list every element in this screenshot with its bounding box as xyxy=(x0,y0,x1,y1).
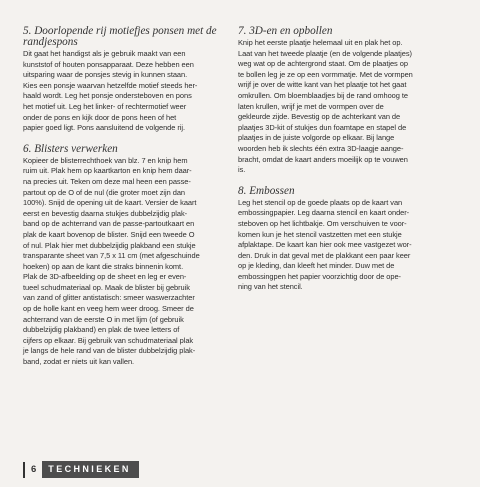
section-7-body xyxy=(238,38,458,176)
text-line: steboven op het lichtbakje. Om verschuiven te voor- xyxy=(238,218,407,228)
section-6-body xyxy=(23,156,236,368)
text-line: band op de achterrand van de passe-partoutkaart en xyxy=(23,219,195,229)
text-line: embossingpen het papier voorzichtig door de ope- xyxy=(238,271,401,281)
text-line: dubbelzijdig plakband) en plak de twee letters of xyxy=(23,325,180,335)
text-line: Dit gaat het handigst als je gebruik maakt van een xyxy=(23,49,186,58)
section-7 xyxy=(238,26,458,176)
text-line: band, zodat er niets uit kan vallen. xyxy=(23,357,135,367)
text-line: Plak de 3D-afbeelding op de sheet en leg er even- xyxy=(23,272,187,282)
text-line: embossingpapier. Leg daarna stencil en kaart onder- xyxy=(238,208,410,218)
section-5-body xyxy=(23,49,236,134)
text-line: laten krullen, wrijf je met de vormpen over de xyxy=(238,101,384,111)
section-5-title-line: 5. Doorlopende rij motiefjes ponsen met de xyxy=(23,25,217,37)
text-line: partout op de O of de nul (die groter moet zijn dan xyxy=(23,187,186,197)
text-line: haald wordt. Leg het ponsje ondersteboven en pons xyxy=(23,91,192,101)
text-line: Leg het stencil op de goede plaats op de kaart van xyxy=(238,197,403,207)
text-line: kunststof of houten ponsapparaat. Deze hebben een xyxy=(23,59,194,69)
page-number: 6 xyxy=(31,464,37,475)
right-column xyxy=(238,26,458,299)
text-line: hoeken) op aan de kant die straks binnenin komt. xyxy=(23,261,184,271)
text-line: Knip het eerste plaatje helemaal uit en plak het op. xyxy=(238,38,403,47)
section-6 xyxy=(23,144,236,368)
text-line: onder de pons en kijk door de pons heen of het xyxy=(23,112,177,122)
footer-divider xyxy=(23,462,25,478)
text-line: den. Druk in dat geval met de plakkant een paar keer xyxy=(238,250,411,260)
text-line: plak de kaart bovenop de blister. Snijd een tweede O xyxy=(23,229,195,239)
text-line: je langs de hele rand van de blister dubbelzijdig plak- xyxy=(23,346,196,356)
section-6-title: 6. Blisters verwerken xyxy=(23,142,118,155)
text-line: te bollen leg je ze op een vormmatje. Met de vormpen xyxy=(238,69,413,79)
text-line: ruim uit. Plak hem op kaartkarton en knip hem daar- xyxy=(23,166,192,176)
text-line: van zand of glitter antistatisch: smeer waswerzachter xyxy=(23,293,195,303)
section-5 xyxy=(23,26,236,134)
text-line: is. xyxy=(238,165,246,175)
text-line: cijfers op elkaar. Bij gebruik van schudmateriaal plak xyxy=(23,335,194,345)
text-line: op de holle kant en veeg hem weer droog. Smeer de xyxy=(23,304,194,314)
page-footer xyxy=(23,461,139,478)
text-line: plaatjes 3D-kit of stukjes dun foamtape en stapel de xyxy=(238,122,407,132)
text-line: ning van het stencil. xyxy=(238,282,303,292)
text-line: transparante sheet van 7,5 x 11 cm (met afgeschuinde xyxy=(23,251,200,261)
text-line: uitsparing waar de ponsjes stevig in kunnen staan. xyxy=(23,70,188,80)
text-line: Kies een ponsje waarvan hetzelfde motief steeds her- xyxy=(23,80,198,90)
text-line: bracht, omdat de kaart anders moeilijk op te vouwen xyxy=(238,154,408,164)
text-line: papier goed ligt. Pons aansluitend de volgende rij. xyxy=(23,123,186,133)
text-line: Kopieer de blisterrechthoek van blz. 7 en knip hem xyxy=(23,155,188,165)
section-label: TECHNIEKEN xyxy=(42,461,139,478)
section-8-title: 8. Embossen xyxy=(238,184,295,197)
section-7-title: 7. 3D-en en opbollen xyxy=(238,25,333,37)
text-line: Laat van het tweede plaatje (en de volgende plaatjes) xyxy=(238,48,412,58)
left-column xyxy=(23,26,236,374)
text-line: achterrand van de eerste O in met lijm (of gebruik xyxy=(23,314,184,324)
text-line: wrijf je over de witte kant van het plaatje tot het gaat xyxy=(238,80,407,90)
text-line: komen kun je het stencil vastzetten met een stukje xyxy=(238,229,402,239)
section-5-title xyxy=(23,26,236,48)
text-line: na precies uit. Teken om deze mal heen een passe- xyxy=(23,176,191,186)
text-line: woorden heb ik slechts één extra 3D-laagje aange- xyxy=(238,143,404,153)
text-line: tueel schudmateriaal op. Maak de blister bij gebruik xyxy=(23,282,190,292)
text-line: weg wat op de achtergrond staat. Om de plaatjes op xyxy=(238,59,408,69)
text-line: of nul. Plak hier met dubbelzijdig plakband een stukje xyxy=(23,240,196,250)
text-line: 100%). Snijd de opening uit de kaart. Versier de kaart xyxy=(23,198,197,208)
section-5-title-line: randjespons xyxy=(23,36,78,48)
text-line: plaatjes in de juiste volgorde op elkaar. Bij lange xyxy=(238,133,395,143)
text-line: op je kleding, dan kleeft het minder. Duw met de xyxy=(238,261,395,271)
text-line: eerst en bevestig daarna stukjes dubbelzijdig plak- xyxy=(23,208,188,218)
text-line: het motief uit. Leg het linker- of rechtermotief weer xyxy=(23,101,187,111)
text-line: omkrullen. Om bloemblaadjes bij de rand omhoog te xyxy=(238,90,408,100)
section-8 xyxy=(238,186,458,293)
text-line: gekleurde zijde. Bevestig op de achterkant van de xyxy=(238,112,401,122)
text-line: afplaktape. De kaart kan hier ook mee vastgezet wor- xyxy=(238,240,412,250)
section-8-body xyxy=(238,198,458,293)
